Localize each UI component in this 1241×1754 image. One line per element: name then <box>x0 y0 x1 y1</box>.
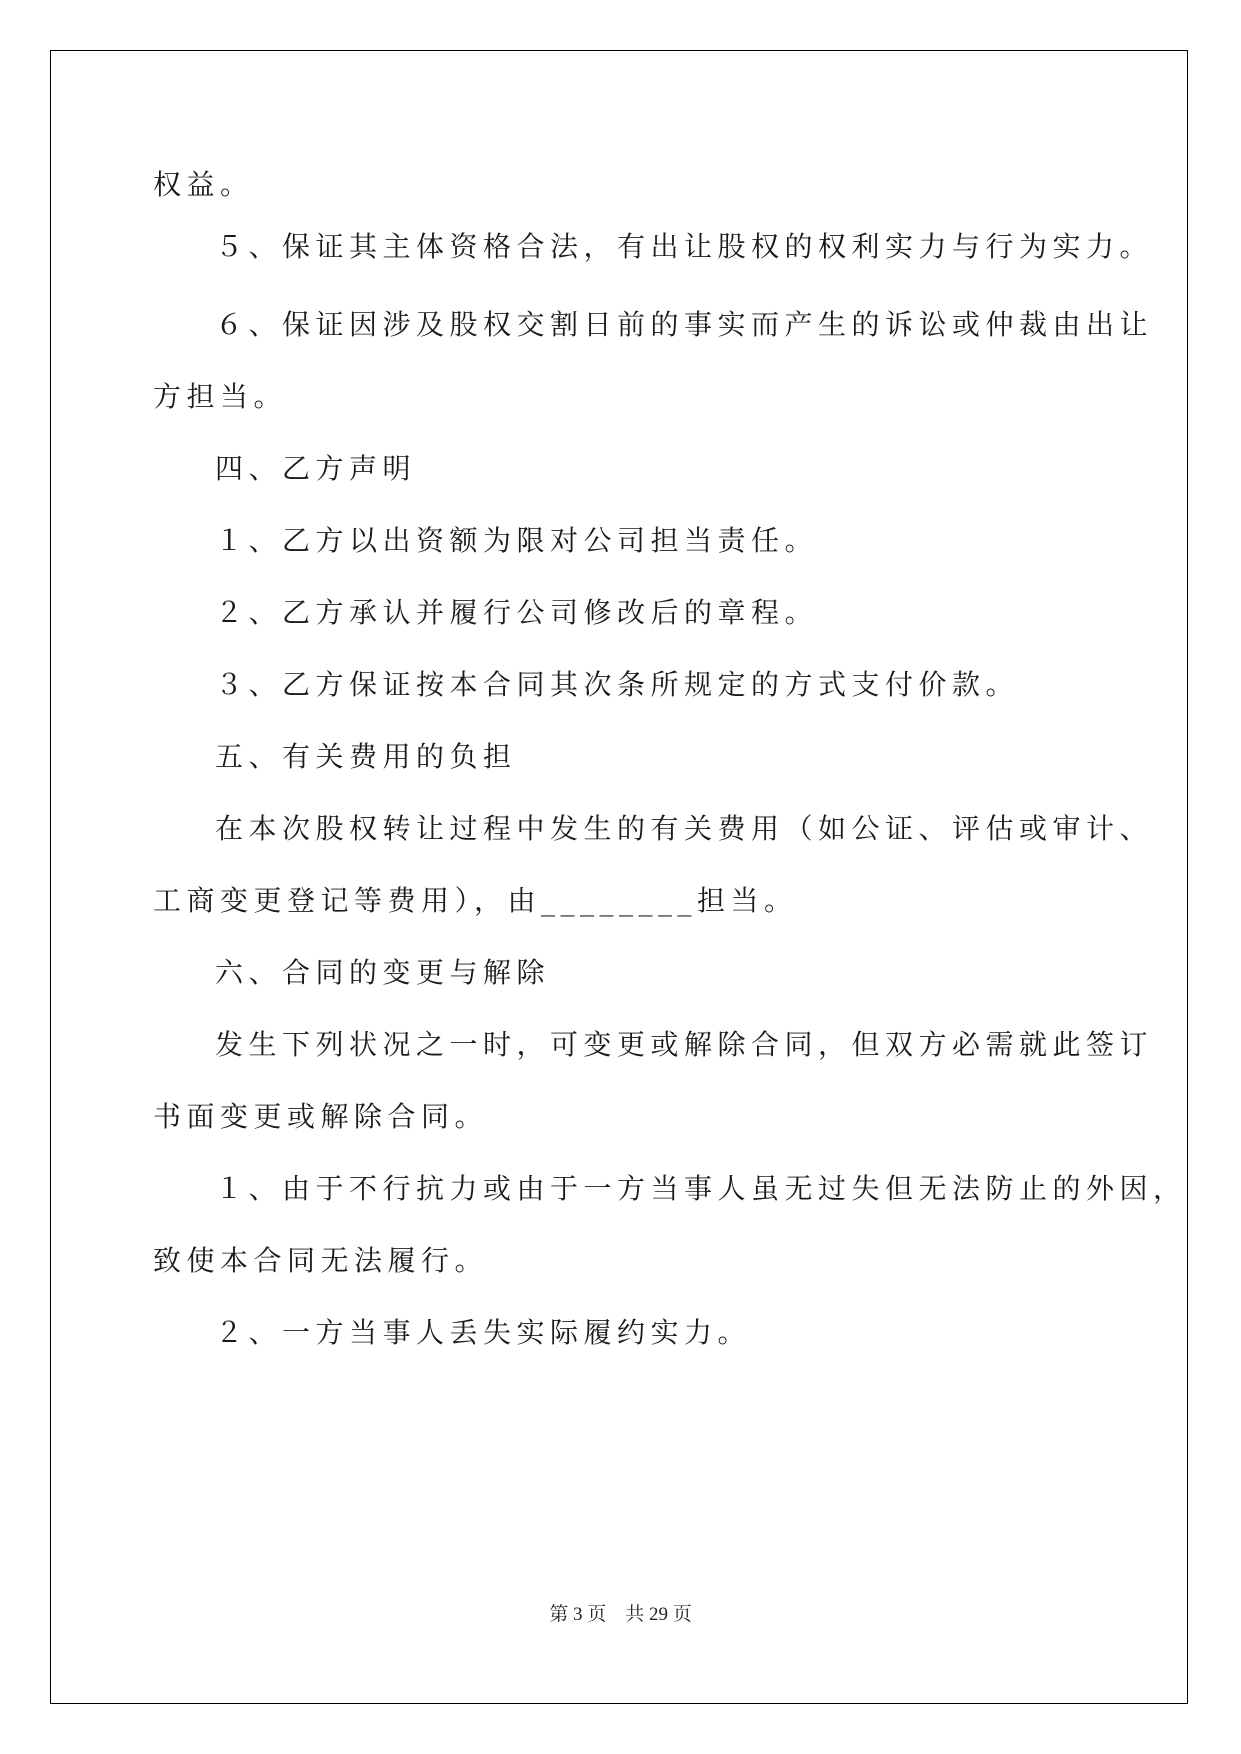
page-number: 第 3 页 <box>549 1604 607 1625</box>
text-line: 发生下列状况之一时，可变更或解除合同，但双方必需就此签订 <box>215 1028 1154 1061</box>
text-line: 工商变更登记等费用），由________担当。 <box>153 884 798 917</box>
text-line: １、由于不行抗力或由于一方当事人虽无过失但无法防止的外因， <box>215 1172 1187 1205</box>
text-line: 致使本合同无法履行。 <box>153 1244 489 1277</box>
section-heading: 五、有关费用的负担 <box>215 740 517 773</box>
text-line: 在本次股权转让过程中发生的有关费用（如公证、评估或审计、 <box>215 812 1154 845</box>
page-total: 共 29 页 <box>625 1604 692 1625</box>
text-line: ３、乙方保证按本合同其次条所规定的方式支付价款。 <box>215 668 1020 701</box>
text-line: ５、保证其主体资格合法，有出让股权的权利实力与行为实力。 <box>215 230 1154 263</box>
text-line: ２、一方当事人丢失实际履约实力。 <box>215 1316 752 1349</box>
text-line: 书面变更或解除合同。 <box>153 1100 489 1133</box>
text-line: ２、乙方承认并履行公司修改后的章程。 <box>215 596 819 629</box>
section-heading: 四、乙方声明 <box>215 452 417 485</box>
page-border <box>50 50 1188 1704</box>
text-line: ６、保证因涉及股权交割日前的事实而产生的诉讼或仲裁由出让 <box>215 308 1154 341</box>
text-line: 方担当。 <box>153 380 288 413</box>
page-footer <box>0 1599 1241 1626</box>
section-heading: 六、合同的变更与解除 <box>215 956 551 989</box>
text-line: 权益。 <box>153 168 254 201</box>
text-line: １、乙方以出资额为限对公司担当责任。 <box>215 524 819 557</box>
